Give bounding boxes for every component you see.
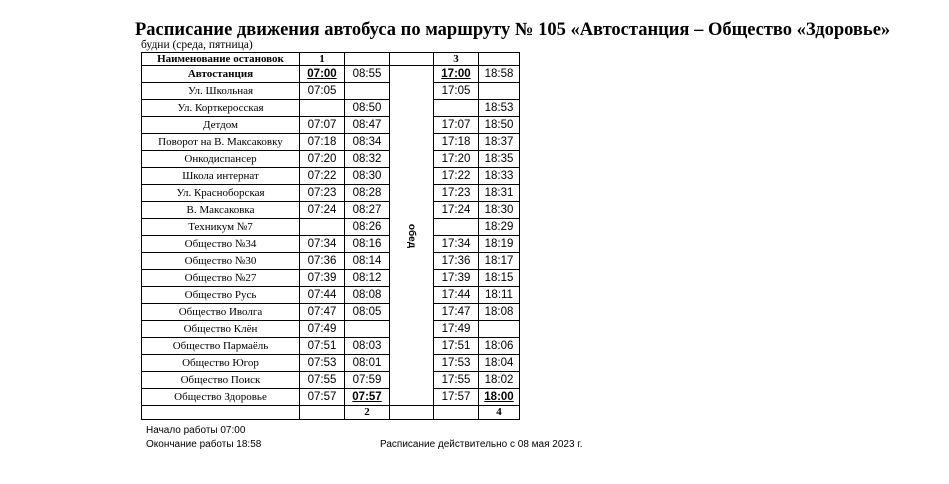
trip-4-time: 18:04 [479, 355, 520, 372]
table-row [142, 321, 520, 338]
trip-3-time: 17:49 [434, 321, 479, 338]
trip-4-time: 18:06 [479, 338, 520, 355]
table-row [142, 236, 520, 253]
trip-2-time: 08:50 [345, 100, 390, 117]
table-row [142, 355, 520, 372]
trip-1-time [300, 219, 345, 236]
trip-2-time: 08:26 [345, 219, 390, 236]
trip-2-time [345, 321, 390, 338]
stop-name: Общество Иволга [142, 304, 300, 321]
trip-3-time: 17:53 [434, 355, 479, 372]
trip-2-time: 08:03 [345, 338, 390, 355]
trip-3-time: 17:00 [434, 66, 479, 83]
trip-2-time: 08:47 [345, 117, 390, 134]
trip-2-time: 08:34 [345, 134, 390, 151]
trip-1-time: 07:23 [300, 185, 345, 202]
table-row [142, 304, 520, 321]
stop-name: Общество Русь [142, 287, 300, 304]
lunch-break-cell [390, 66, 434, 406]
stop-name: Автостанция [142, 66, 300, 83]
footer-break-cell [390, 406, 434, 420]
page-title: Расписание движения автобуса по маршруту № 105 «Автостанция – Общество «Здоровье» [135, 20, 891, 40]
trip-1-time: 07:22 [300, 168, 345, 185]
table-row [142, 66, 520, 83]
trip-1-time: 07:55 [300, 372, 345, 389]
trip-4-time [479, 321, 520, 338]
stop-name: Общество №27 [142, 270, 300, 287]
table-row [142, 338, 520, 355]
stop-name: Онкодиспансер [142, 151, 300, 168]
trip-3-time: 17:18 [434, 134, 479, 151]
stop-name: Детдом [142, 117, 300, 134]
table-row [142, 202, 520, 219]
header-row [142, 53, 520, 66]
schedule-table-body [142, 53, 520, 420]
trip-4-time: 18:29 [479, 219, 520, 236]
trip-3-time: 17:07 [434, 117, 479, 134]
trip-3-time: 17:44 [434, 287, 479, 304]
table-row [142, 372, 520, 389]
table-row [142, 100, 520, 117]
trip-2-time: 08:12 [345, 270, 390, 287]
validity-note: Расписание действительно с 08 мая 2023 г. [380, 439, 583, 450]
trip-4-time: 18:11 [479, 287, 520, 304]
trip-4-time: 18:00 [479, 389, 520, 406]
trip-3-time [434, 219, 479, 236]
trip-1-time: 07:05 [300, 83, 345, 100]
trip-3-time: 17:22 [434, 168, 479, 185]
trip-1-time: 07:57 [300, 389, 345, 406]
trip-2-time: 08:30 [345, 168, 390, 185]
trip-2-time: 08:05 [345, 304, 390, 321]
trip-3-time: 17:39 [434, 270, 479, 287]
trip-1-time: 07:20 [300, 151, 345, 168]
table-row [142, 151, 520, 168]
trip-1-time: 07:49 [300, 321, 345, 338]
trip-4-time: 18:37 [479, 134, 520, 151]
trip-4-time: 18:58 [479, 66, 520, 83]
lunch-break-label: обед [406, 223, 418, 248]
trip-2-time [345, 83, 390, 100]
trip-3-time: 17:51 [434, 338, 479, 355]
stop-name: Общество Клён [142, 321, 300, 338]
stop-name: Поворот на В. Максаковку [142, 134, 300, 151]
trip-1-time: 07:44 [300, 287, 345, 304]
table-row [142, 168, 520, 185]
table-row [142, 287, 520, 304]
stop-name: Общество №34 [142, 236, 300, 253]
stop-name: Ул. Школьная [142, 83, 300, 100]
trip-3-time: 17:47 [434, 304, 479, 321]
trip-3-time: 17:20 [434, 151, 479, 168]
footer-stops-cell [142, 406, 300, 420]
stops-column-header: Наименование остановок [142, 53, 300, 66]
trip-2-time: 08:01 [345, 355, 390, 372]
stop-name: В. Максаковка [142, 202, 300, 219]
schedule-day-type: будни (среда, пятница) [141, 39, 253, 51]
stop-name: Общество Югор [142, 355, 300, 372]
trip-3-time: 17:57 [434, 389, 479, 406]
stop-name: Общество Здоровье [142, 389, 300, 406]
trip-3-time: 17:24 [434, 202, 479, 219]
trip-4-time: 18:50 [479, 117, 520, 134]
table-row [142, 270, 520, 287]
trip-2-time: 08:32 [345, 151, 390, 168]
stop-name: Ул. Красноборская [142, 185, 300, 202]
trip-1-time: 07:18 [300, 134, 345, 151]
trip-3-time: 17:36 [434, 253, 479, 270]
stop-name: Общество Пармаёль [142, 338, 300, 355]
trip-4-time [479, 83, 520, 100]
trip-1-time: 07:07 [300, 117, 345, 134]
trip-2-time: 08:55 [345, 66, 390, 83]
trip-2-time: 08:08 [345, 287, 390, 304]
footer-row [142, 406, 520, 420]
table-row [142, 83, 520, 100]
trip-2-time: 08:27 [345, 202, 390, 219]
trip-1-time [300, 100, 345, 117]
table-row [142, 389, 520, 406]
table-row [142, 185, 520, 202]
service-start-note: Начало работы 07:00 [146, 425, 246, 436]
trip-4-time: 18:02 [479, 372, 520, 389]
trip-3-time: 17:05 [434, 83, 479, 100]
trip-1-time: 07:51 [300, 338, 345, 355]
footer-trip-1 [300, 406, 345, 420]
service-end-note: Окончание работы 18:58 [146, 439, 262, 450]
trip-4-time: 18:17 [479, 253, 520, 270]
trip-4-time: 18:08 [479, 304, 520, 321]
trip-2-time: 07:57 [345, 389, 390, 406]
trip-3-header: 3 [434, 53, 479, 66]
trip-4-time: 18:19 [479, 236, 520, 253]
trip-4-time: 18:53 [479, 100, 520, 117]
stop-name: Общество №30 [142, 253, 300, 270]
trip-2-time: 08:14 [345, 253, 390, 270]
trip-1-header: 1 [300, 53, 345, 66]
trip-4-time: 18:15 [479, 270, 520, 287]
trip-1-time: 07:53 [300, 355, 345, 372]
stop-name: Ул. Корткеросская [142, 100, 300, 117]
trip-1-time: 07:24 [300, 202, 345, 219]
table-row [142, 134, 520, 151]
trip-2-header [345, 53, 390, 66]
trip-1-time: 07:39 [300, 270, 345, 287]
trip-4-header [479, 53, 520, 66]
trip-3-time: 17:55 [434, 372, 479, 389]
trip-2-time: 07:59 [345, 372, 390, 389]
trip-3-time [434, 100, 479, 117]
trip-3-time: 17:23 [434, 185, 479, 202]
trip-2-time: 08:16 [345, 236, 390, 253]
footer-trip-4: 4 [479, 406, 520, 420]
trip-4-time: 18:33 [479, 168, 520, 185]
table-row [142, 219, 520, 236]
stop-name: Техникум №7 [142, 219, 300, 236]
schedule-table [141, 52, 520, 420]
trip-2-time: 08:28 [345, 185, 390, 202]
trip-1-time: 07:34 [300, 236, 345, 253]
table-row [142, 253, 520, 270]
footer-trip-2: 2 [345, 406, 390, 420]
trip-1-time: 07:36 [300, 253, 345, 270]
trip-4-time: 18:30 [479, 202, 520, 219]
trip-1-time: 07:00 [300, 66, 345, 83]
trip-1-time: 07:47 [300, 304, 345, 321]
trip-4-time: 18:35 [479, 151, 520, 168]
trip-3-time: 17:34 [434, 236, 479, 253]
stop-name: Общество Поиск [142, 372, 300, 389]
stop-name: Школа интернат [142, 168, 300, 185]
break-column-header [390, 53, 434, 66]
trip-4-time: 18:31 [479, 185, 520, 202]
table-row [142, 117, 520, 134]
footer-trip-3 [434, 406, 479, 420]
